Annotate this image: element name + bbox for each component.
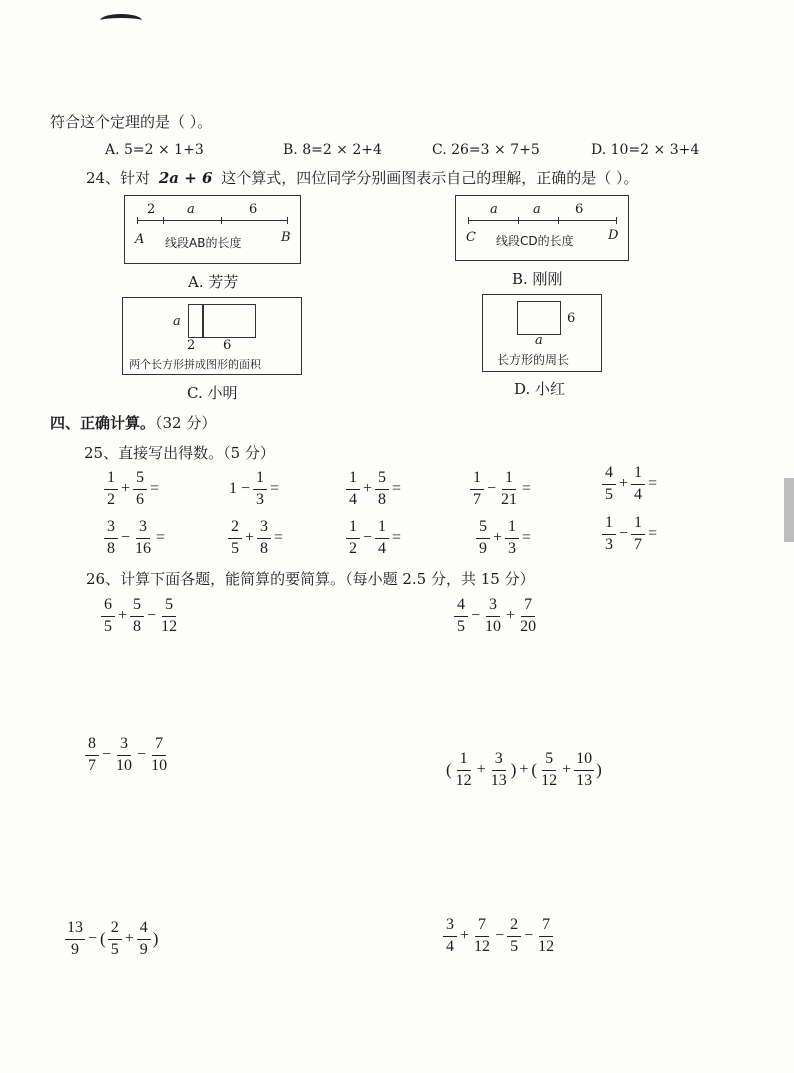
operator: + xyxy=(506,607,516,625)
denominator: 21 xyxy=(501,490,518,508)
denominator: 5 xyxy=(510,937,519,955)
operator: − xyxy=(88,930,98,948)
fraction xyxy=(104,470,118,509)
fraction xyxy=(65,920,85,959)
fraction xyxy=(133,470,147,509)
figure-b-name: B. 刚刚 xyxy=(512,270,563,288)
q25-item xyxy=(227,470,281,509)
q26-item xyxy=(84,736,170,775)
numerator: 7 xyxy=(152,736,166,756)
q26-item xyxy=(100,597,180,636)
operator: − xyxy=(495,927,505,945)
operator: + xyxy=(363,480,373,498)
figure-b xyxy=(455,195,629,261)
operator: + xyxy=(619,475,629,493)
operator: − xyxy=(102,746,112,764)
operator: = xyxy=(150,480,160,498)
numerator: 1 xyxy=(631,515,645,535)
fraction xyxy=(149,736,169,775)
operator: − xyxy=(241,480,251,498)
fraction xyxy=(257,519,271,558)
point-label: A xyxy=(135,232,145,247)
denominator: 2 xyxy=(107,490,115,508)
q23-option-c: C. 26=3 × 7+5 xyxy=(432,142,540,158)
operator: = xyxy=(274,529,284,547)
fraction xyxy=(602,465,616,504)
q25-item xyxy=(345,470,403,509)
fraction xyxy=(101,597,115,636)
denominator: 3 xyxy=(256,490,265,508)
q26-item xyxy=(445,751,603,790)
tick xyxy=(558,217,559,224)
operator: − xyxy=(147,607,157,625)
operator: + xyxy=(562,761,572,779)
fraction xyxy=(454,597,468,636)
numerator: 3 xyxy=(117,736,131,756)
denominator: 5 xyxy=(605,485,613,503)
numerator: 1 xyxy=(346,519,360,539)
point-label: C xyxy=(466,230,476,245)
denominator: 8 xyxy=(133,617,142,635)
q25-item xyxy=(345,519,403,558)
parenthesis: ( xyxy=(446,760,452,780)
operator: − xyxy=(121,529,131,547)
denominator: 4 xyxy=(446,937,454,955)
fraction xyxy=(443,917,457,956)
q26-item xyxy=(453,597,539,636)
numerator: 1 xyxy=(457,751,471,771)
q23-stem: 符合这个定理的是（ ）。 xyxy=(50,113,213,131)
denominator: 8 xyxy=(378,490,387,508)
seg-label: a xyxy=(490,202,498,217)
fraction xyxy=(346,519,360,558)
numerator: 7 xyxy=(475,917,489,937)
numerator: 4 xyxy=(137,920,151,940)
numerator: 5 xyxy=(476,519,490,539)
numerator: 1 xyxy=(502,470,516,490)
q25-item xyxy=(103,519,167,558)
fraction xyxy=(85,736,99,775)
fraction xyxy=(454,751,474,790)
fraction xyxy=(253,470,267,509)
numerator: 5 xyxy=(133,470,147,490)
operator: = xyxy=(392,529,402,547)
numerator: 5 xyxy=(375,470,389,490)
numerator: 4 xyxy=(602,465,616,485)
fraction xyxy=(536,917,556,956)
denominator: 7 xyxy=(473,490,481,508)
numerator: 13 xyxy=(65,920,85,940)
tick xyxy=(221,217,222,224)
numerator: 7 xyxy=(539,917,553,937)
operator: + xyxy=(460,927,470,945)
numerator: 3 xyxy=(104,519,118,539)
denominator: 4 xyxy=(634,485,643,503)
fraction xyxy=(159,597,179,636)
seg-label: 6 xyxy=(575,202,584,217)
numerator: 8 xyxy=(85,736,99,756)
denominator: 5 xyxy=(457,617,465,635)
parenthesis: ) xyxy=(152,929,159,949)
denominator: 9 xyxy=(479,539,487,557)
q23-option-a: A. 5=2 × 1+3 xyxy=(105,142,204,158)
denominator: 12 xyxy=(161,617,178,635)
tick xyxy=(518,217,519,224)
operator: + xyxy=(519,761,529,779)
denominator: 5 xyxy=(110,940,119,958)
fraction xyxy=(602,515,616,554)
fraction xyxy=(228,519,242,558)
fraction xyxy=(476,519,490,558)
q24-expression: 2a + 6 xyxy=(158,169,213,187)
fraction xyxy=(631,515,645,554)
page-edge-shadow xyxy=(784,478,794,542)
denominator: 12 xyxy=(538,937,555,955)
numerator: 5 xyxy=(542,751,556,771)
denominator: 2 xyxy=(349,539,357,557)
parenthesis: ( xyxy=(100,929,106,949)
denominator: 5 xyxy=(104,617,112,635)
tick xyxy=(163,217,164,224)
q23-option-d: D. 10=2 × 3+4 xyxy=(591,142,700,158)
denominator: 12 xyxy=(474,937,491,955)
denominator: 4 xyxy=(378,539,387,557)
operator: = xyxy=(522,529,532,547)
fraction xyxy=(489,751,509,790)
operator: − xyxy=(363,529,373,547)
tick xyxy=(616,217,617,224)
fraction xyxy=(518,597,538,636)
denominator: 20 xyxy=(520,617,537,635)
fraction xyxy=(483,597,503,636)
q24-stem-prefix: 24、针对 xyxy=(86,169,151,187)
figure-caption: 线段AB的长度 xyxy=(165,236,242,250)
bottom-label: 2 xyxy=(187,338,196,353)
fraction xyxy=(631,465,645,504)
operator: − xyxy=(471,607,481,625)
bottom-label: a xyxy=(535,333,543,348)
figure-d-name: D. 小红 xyxy=(514,380,566,398)
operator: + xyxy=(493,529,503,547)
numerator: 3 xyxy=(486,597,500,617)
seg-label: 6 xyxy=(249,202,258,217)
numerator: 4 xyxy=(454,597,468,617)
parenthesis: ) xyxy=(596,760,602,780)
denominator: 13 xyxy=(576,771,593,789)
numerator: 7 xyxy=(521,597,535,617)
numerator: 3 xyxy=(492,751,506,771)
segment-line xyxy=(468,220,616,221)
operator: + xyxy=(124,930,134,948)
point-label: B xyxy=(281,230,291,245)
denominator: 5 xyxy=(231,539,239,557)
denominator: 10 xyxy=(151,756,168,774)
q26-item xyxy=(64,920,159,959)
fraction xyxy=(472,917,492,956)
q26-item xyxy=(442,917,557,956)
denominator: 7 xyxy=(634,535,643,553)
q25-item xyxy=(103,470,161,509)
q25-item xyxy=(601,515,659,554)
tick xyxy=(468,217,469,224)
denominator: 8 xyxy=(107,539,115,557)
fraction xyxy=(114,736,134,775)
bottom-label: 6 xyxy=(223,338,232,353)
q24-stem xyxy=(86,167,639,188)
section-title: 四、正确计算。 xyxy=(50,414,156,432)
tick xyxy=(287,217,288,224)
denominator: 8 xyxy=(260,539,269,557)
denominator: 4 xyxy=(349,490,357,508)
figure-d xyxy=(482,294,602,372)
q24-stem-suffix: 这个算式，四位同学分别画图表示自己的理解，正确的是（ ）。 xyxy=(221,169,639,187)
operator: + xyxy=(118,607,128,625)
operator: − xyxy=(487,480,497,498)
q25-item xyxy=(475,519,533,558)
numerator: 5 xyxy=(162,597,176,617)
fraction xyxy=(574,751,594,790)
large-rectangle xyxy=(202,304,256,338)
operator: 1 xyxy=(229,480,237,498)
section-heading xyxy=(50,412,216,433)
section-score: （32 分） xyxy=(155,414,217,432)
figure-a xyxy=(124,195,301,264)
denominator: 9 xyxy=(71,940,79,958)
side-label: a xyxy=(173,314,181,329)
segment-line xyxy=(137,220,287,221)
fraction xyxy=(470,470,484,509)
fraction xyxy=(137,920,151,959)
numerator: 2 xyxy=(228,519,242,539)
operator: − xyxy=(619,525,629,543)
numerator: 3 xyxy=(257,519,271,539)
figure-c-name: C. 小明 xyxy=(187,384,238,402)
operator: − xyxy=(524,927,534,945)
seg-label: 2 xyxy=(147,202,156,217)
figure-caption: 线段CD的长度 xyxy=(496,234,574,248)
numerator: 1 xyxy=(470,470,484,490)
operator: = xyxy=(392,480,402,498)
parenthesis: ) xyxy=(510,760,517,780)
numerator: 1 xyxy=(375,519,389,539)
figure-a-name: A. 芳芳 xyxy=(188,273,239,291)
operator: = xyxy=(648,475,658,493)
fraction xyxy=(539,751,559,790)
numerator: 5 xyxy=(130,597,144,617)
operator: = xyxy=(522,480,532,498)
operator: = xyxy=(648,525,658,543)
numerator: 6 xyxy=(101,597,115,617)
numerator: 3 xyxy=(136,519,150,539)
denominator: 3 xyxy=(605,535,613,553)
numerator: 3 xyxy=(443,917,457,937)
seg-label: a xyxy=(533,202,541,217)
fraction xyxy=(375,470,389,509)
q25-title: 25、直接写出得数。（5 分） xyxy=(84,444,275,462)
numerator: 2 xyxy=(507,917,521,937)
fraction xyxy=(133,519,153,558)
q23-option-b: B. 8=2 × 2+4 xyxy=(283,142,382,158)
fraction xyxy=(130,597,144,636)
denominator: 16 xyxy=(135,539,152,557)
operator: + xyxy=(476,761,486,779)
fraction xyxy=(499,470,519,509)
numerator: 1 xyxy=(631,465,645,485)
numerator: 1 xyxy=(104,470,118,490)
numerator: 10 xyxy=(574,751,594,771)
numerator: 1 xyxy=(346,470,360,490)
operator: − xyxy=(137,746,147,764)
q25-item xyxy=(601,465,659,504)
denominator: 12 xyxy=(455,771,472,789)
parenthesis: ( xyxy=(531,760,538,780)
seg-label: a xyxy=(187,202,195,217)
fraction xyxy=(505,519,519,558)
operator: + xyxy=(245,529,255,547)
figure-caption: 两个长方形拼成图形的面积 xyxy=(129,358,261,371)
q25-item xyxy=(469,470,533,509)
denominator: 12 xyxy=(541,771,558,789)
q25-item xyxy=(227,519,285,558)
denominator: 13 xyxy=(490,771,507,789)
side-label: 6 xyxy=(567,311,576,326)
fraction xyxy=(375,519,389,558)
figure-c xyxy=(122,297,302,375)
denominator: 10 xyxy=(485,617,502,635)
denominator: 7 xyxy=(88,756,96,774)
operator: = xyxy=(270,480,280,498)
operator: + xyxy=(121,480,131,498)
numerator: 2 xyxy=(108,920,122,940)
denominator: 3 xyxy=(508,539,517,557)
rectangle xyxy=(517,301,561,335)
scan-mark xyxy=(100,14,142,27)
fraction xyxy=(507,917,521,956)
numerator: 1 xyxy=(602,515,616,535)
denominator: 10 xyxy=(116,756,133,774)
operator: = xyxy=(156,529,166,547)
figure-caption: 长方形的周长 xyxy=(497,353,570,367)
fraction xyxy=(108,920,122,959)
numerator: 1 xyxy=(253,470,267,490)
tick xyxy=(137,217,138,224)
denominator: 9 xyxy=(139,940,148,958)
denominator: 6 xyxy=(136,490,145,508)
fraction xyxy=(104,519,118,558)
fraction xyxy=(346,470,360,509)
numerator: 1 xyxy=(505,519,519,539)
q26-title: 26、计算下面各题，能简算的要简算。（每小题 2.5 分，共 15 分） xyxy=(86,570,535,588)
point-label: D xyxy=(608,228,619,243)
